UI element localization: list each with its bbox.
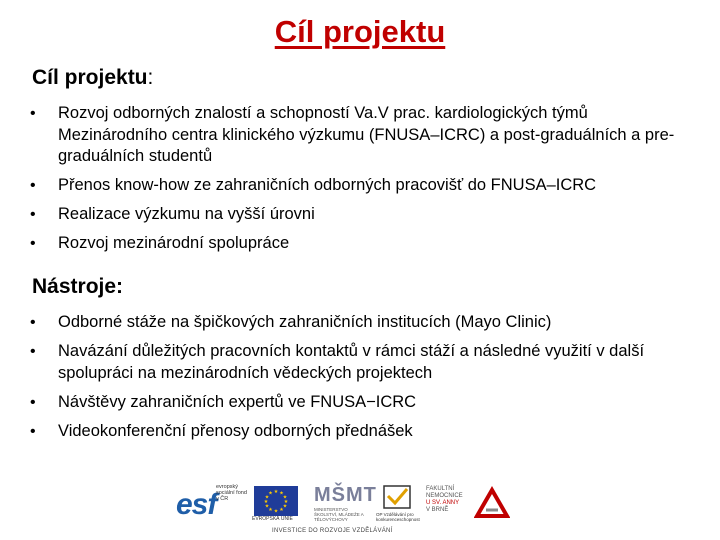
esf-logo-text: evropský sociální fond v ČR bbox=[216, 484, 247, 502]
list-item: • Videokonferenční přenosy odborných přednášek bbox=[30, 421, 690, 443]
fnusa-line: V BRNĚ bbox=[426, 507, 449, 513]
svg-text:★: ★ bbox=[263, 499, 269, 505]
op-logo-icon bbox=[382, 484, 412, 510]
msmt-logo-mark: MŠMT bbox=[314, 484, 377, 506]
msmt-logo-text: MINISTERSTVO ŠKOLSTVÍ, MLÁDEŽE A TĚLOVÝCHOVY bbox=[314, 507, 364, 522]
svg-text:★: ★ bbox=[282, 494, 288, 501]
list-item: • Odborné stáže na špičkových zahraničních institucích (Mayo Clinic) bbox=[30, 312, 690, 334]
fnusa-triangle-icon bbox=[474, 486, 510, 520]
section-heading-goal bbox=[32, 66, 153, 90]
svg-text:★: ★ bbox=[264, 503, 270, 510]
sponsor-logos bbox=[176, 482, 516, 537]
esf-logo-mark: esf bbox=[176, 488, 217, 521]
list-item: • Realizace výzkumu na vyšší úrovni bbox=[30, 204, 690, 226]
fnusa-line: NEMOCNICE bbox=[426, 493, 463, 499]
svg-text:★: ★ bbox=[273, 489, 279, 495]
esf-logo bbox=[176, 482, 248, 522]
op-logo-text: OP Vzdělávání pro konkurenceschopnost bbox=[376, 512, 420, 522]
fnusa-line: U SV. ANNY bbox=[426, 500, 460, 506]
tools-list bbox=[30, 312, 690, 450]
eu-flag-icon bbox=[254, 486, 298, 516]
logos-caption: INVESTICE DO ROZVOJE VZDĚLÁVÁNÍ bbox=[272, 528, 393, 534]
section-heading-tools: Nástroje: bbox=[32, 275, 124, 298]
page-title: Cíl projektu bbox=[274, 14, 446, 49]
msmt-logo bbox=[314, 484, 377, 522]
list-item: • Navázání důležitých pracovních kontaktů v rámci stáží a následné využití v další spolupráci na mezinárodních vědeckých projektech bbox=[30, 341, 690, 384]
section-heading-goal-colon: : bbox=[147, 66, 154, 89]
list-item: • Přenos know-how ze zahraničních odborných pracovišť do FNUSA–ICRC bbox=[30, 175, 690, 197]
list-item: • Návštěvy zahraničních expertů ve FNUSA−ICRC bbox=[30, 392, 690, 414]
section-heading-goal-text: Cíl projektu bbox=[32, 66, 148, 89]
svg-text:★: ★ bbox=[268, 507, 273, 513]
list-item: • Rozvoj mezinárodní spolupráce bbox=[30, 233, 690, 255]
svg-text:★: ★ bbox=[279, 507, 284, 513]
goal-list bbox=[30, 103, 690, 262]
svg-text:★: ★ bbox=[268, 490, 273, 497]
svg-text:★: ★ bbox=[273, 508, 279, 515]
svg-text:★: ★ bbox=[279, 490, 284, 497]
list-item: • Rozvoj odborných znalostí a schopností Va.V prac. kardiologických týmů Mezinárodního centra klinického výzkumu (FNUSA–ICRC) a post-graduálních a pre-graduálních studentů bbox=[30, 103, 690, 168]
eu-label: EVROPSKÁ UNIE bbox=[252, 516, 293, 522]
svg-text:★: ★ bbox=[264, 494, 270, 501]
svg-text:★: ★ bbox=[283, 499, 289, 505]
fnusa-logo bbox=[426, 486, 466, 522]
fnusa-line: FAKULTNÍ bbox=[426, 486, 455, 492]
svg-text:★: ★ bbox=[282, 503, 288, 510]
